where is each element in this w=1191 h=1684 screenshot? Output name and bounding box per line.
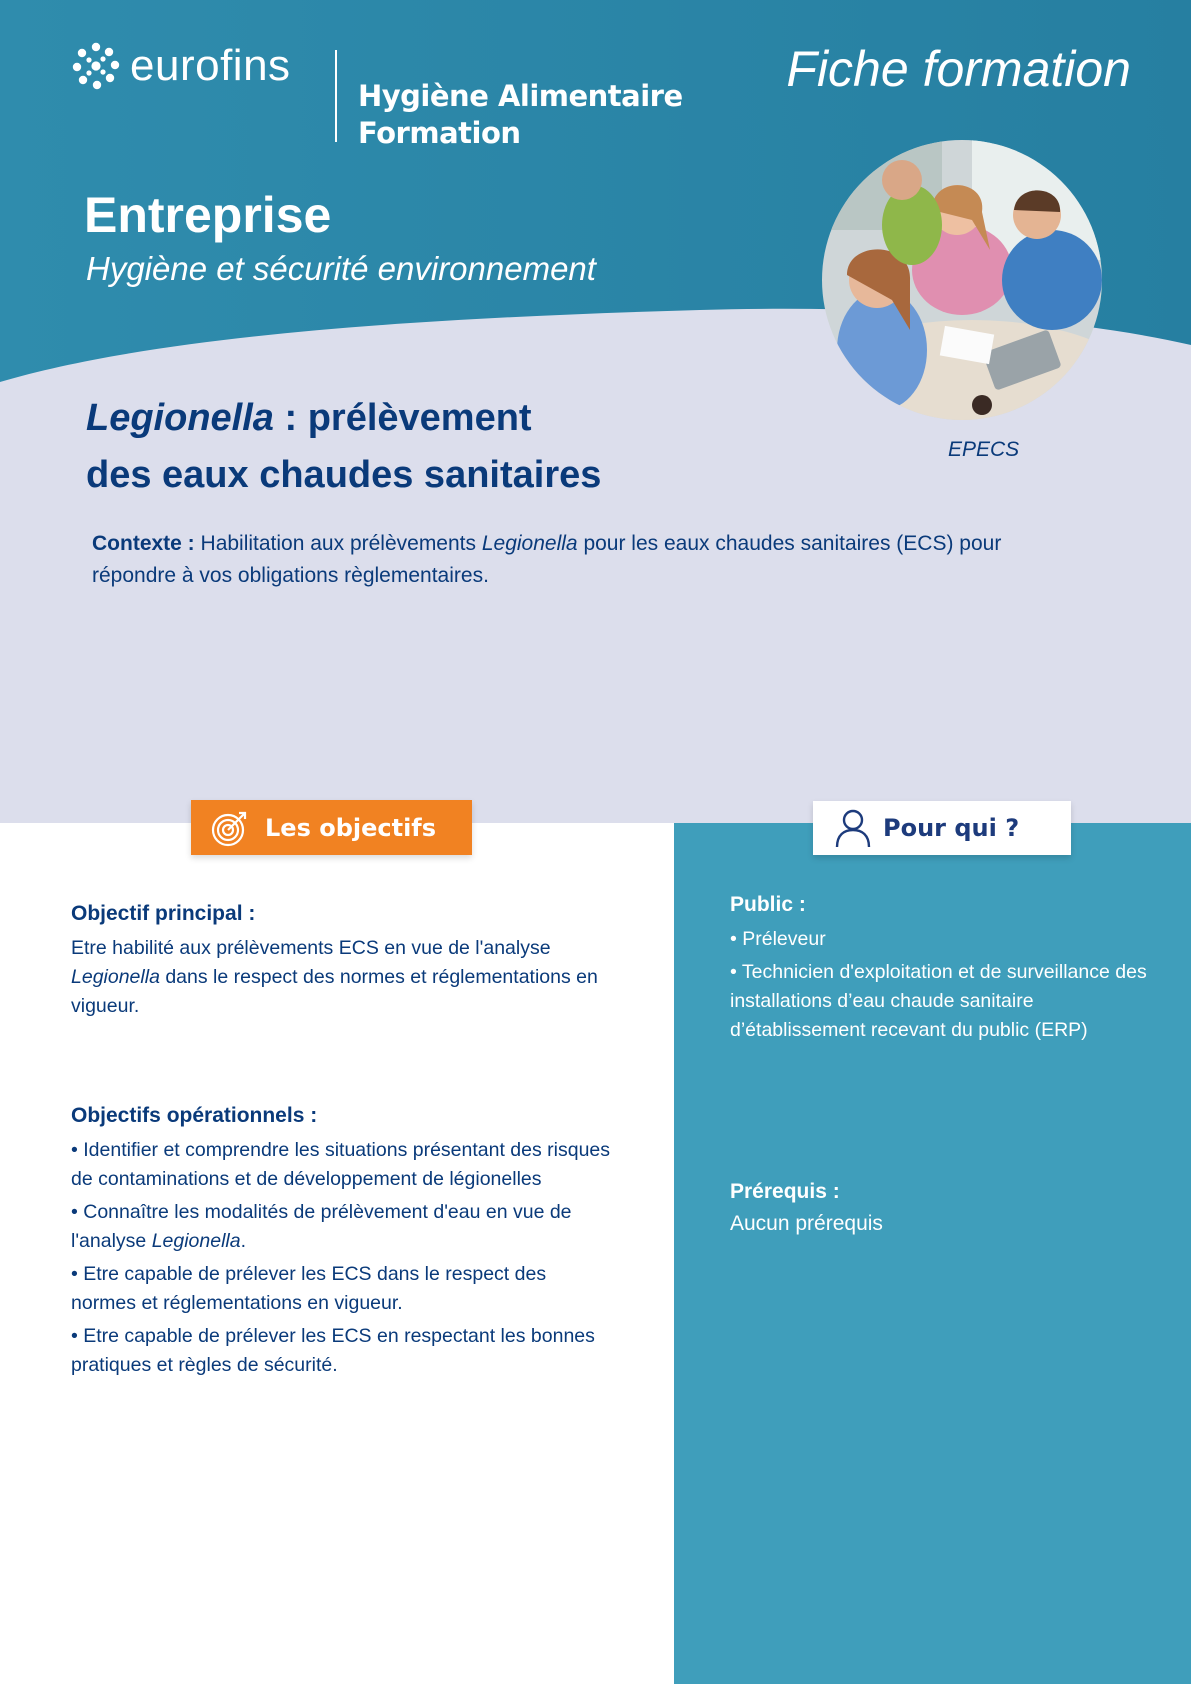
subsector-title: Hygiène et sécurité environnement xyxy=(86,250,596,287)
division-name xyxy=(358,78,683,152)
objectives-tab xyxy=(191,800,472,855)
division-line-2: Formation xyxy=(358,116,521,150)
team-photo-illustration xyxy=(822,140,1102,420)
main-objective-after: dans le respect des normes et réglementations en vigueur. xyxy=(71,966,598,1017)
main-objective-italic: Legionella xyxy=(71,966,160,988)
title-line-1 xyxy=(86,390,601,447)
target-icon xyxy=(211,809,249,847)
main-objective-before: Etre habilité aux prélèvements ECS en vue de l'analyse xyxy=(71,937,551,959)
title-line-2: des eaux chaudes sanitaires xyxy=(86,454,602,496)
title-rest: : prélèvement xyxy=(273,397,532,439)
context-text-after: pour les eaux chaudes sanitaires (ECS) pour répondre à vos obligations règlementaires. xyxy=(92,532,1002,587)
sector-title: Entreprise xyxy=(84,187,332,243)
operational-objective-item: • Etre capable de prélever les ECS en respectant les bonnes pratiques et règles de sécurité. xyxy=(71,1325,595,1376)
eurofins-dots-icon xyxy=(72,42,120,90)
person-icon xyxy=(835,808,871,848)
context-paragraph xyxy=(92,528,1052,592)
team-photo xyxy=(822,140,1102,420)
operational-objectives-section xyxy=(71,1104,616,1384)
operational-objectives-heading: Objectifs opérationnels : xyxy=(71,1104,318,1127)
item2-before: • Connaître les modalités de prélèvement d'eau en vue de l'analyse xyxy=(71,1201,572,1252)
public-section xyxy=(730,893,1150,1049)
public-heading: Public : xyxy=(730,893,806,916)
item2-italic: Legionella xyxy=(151,1230,241,1252)
main-objective-section xyxy=(71,902,611,1021)
document-type: Fiche formation xyxy=(786,41,1131,97)
public-item: • Technicien d'exploitation et de surveillance des installations d’eau chaude sanitaire d’établissement recevant du public (ERP) xyxy=(730,961,1147,1041)
operational-objective-item: • Identifier et comprendre les situations présentant des risques de contaminations et de développement de légionelles xyxy=(71,1139,611,1190)
brand-name: eurofins xyxy=(130,41,291,90)
prerequisites-text: Aucun prérequis xyxy=(730,1212,883,1235)
item2-after: . xyxy=(240,1230,247,1252)
training-title xyxy=(86,390,601,504)
division-line-1: Hygiène Alimentaire xyxy=(358,79,683,113)
eurofins-logo xyxy=(72,42,291,90)
objectives-tab-label: Les objectifs xyxy=(265,813,437,842)
main-objective-heading: Objectif principal : xyxy=(71,902,256,925)
context-italic: Legionella xyxy=(481,532,578,555)
context-text-before: Habilitation aux prélèvements xyxy=(194,532,482,555)
audience-tab xyxy=(813,801,1071,855)
logo-divider xyxy=(335,50,337,142)
public-item: • Préleveur xyxy=(730,928,826,950)
operational-objective-item: • Etre capable de prélever les ECS dans le respect des normes et réglementations en vigueur. xyxy=(71,1263,547,1314)
main-objective-text xyxy=(71,934,611,1021)
prerequisites-heading: Prérequis : xyxy=(730,1180,840,1203)
title-italic: Legionella xyxy=(86,397,274,439)
photo-caption: EPECS xyxy=(948,438,1020,461)
operational-objective-item xyxy=(71,1198,616,1256)
audience-tab-label: Pour qui ? xyxy=(883,814,1020,842)
prerequisites-section xyxy=(730,1180,1150,1236)
context-label: Contexte : xyxy=(92,532,195,555)
